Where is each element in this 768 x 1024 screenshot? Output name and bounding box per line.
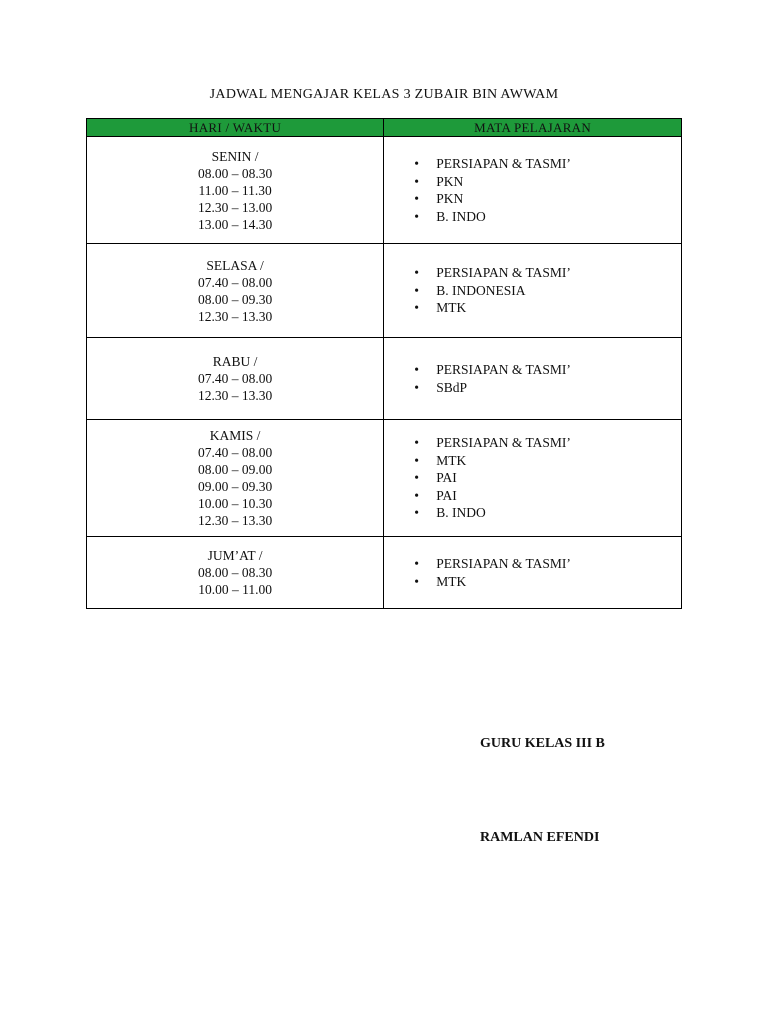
time-slot: 12.30 – 13.30 xyxy=(197,513,273,528)
bullet-icon: • xyxy=(414,208,419,224)
list-item xyxy=(414,190,681,208)
day-label: SELASA / xyxy=(206,257,264,273)
bullet-icon: • xyxy=(414,435,419,451)
time-slot: 08.00 – 08.30 xyxy=(197,165,273,181)
subject-cell xyxy=(384,420,682,537)
list-item xyxy=(414,555,681,573)
time-slot: 07.40 – 08.00 xyxy=(197,445,273,460)
subject-list xyxy=(384,434,681,522)
time-slot: 09.00 – 09.30 xyxy=(197,479,273,494)
subject-list xyxy=(384,264,681,317)
subject-label: PAI xyxy=(436,470,457,486)
subject-label: B. INDO xyxy=(436,208,486,224)
subject-label: SBdP xyxy=(436,379,467,395)
time-slot: 11.00 – 11.30 xyxy=(198,182,272,198)
bullet-icon: • xyxy=(414,573,419,589)
time-slot: 07.40 – 08.00 xyxy=(197,274,273,290)
list-item xyxy=(414,379,681,397)
list-item xyxy=(414,282,681,300)
table-header-row xyxy=(87,119,682,137)
subject-cell xyxy=(384,137,682,244)
subject-label: PERSIAPAN & TASMI’ xyxy=(436,362,571,377)
time-cell xyxy=(87,420,384,537)
signature-name: RAMLAN EFENDI xyxy=(480,830,600,845)
list-item xyxy=(414,452,681,470)
bullet-icon: • xyxy=(414,556,419,571)
document-title: JADWAL MENGAJAR KELAS 3 ZUBAIR BIN AWWAM xyxy=(209,87,559,102)
subject-label: MTK xyxy=(436,573,467,589)
subject-label: PKN xyxy=(436,191,464,206)
bullet-icon: • xyxy=(414,452,419,468)
bullet-icon: • xyxy=(414,282,419,298)
list-item xyxy=(414,173,681,191)
subject-label: B. INDONESIA xyxy=(436,282,526,298)
time-slot: 07.40 – 08.00 xyxy=(197,371,273,386)
subject-cell xyxy=(384,338,682,420)
time-slot: 08.00 – 08.30 xyxy=(197,565,273,580)
bullet-icon: • xyxy=(414,470,419,486)
bullet-icon: • xyxy=(414,265,419,281)
list-item xyxy=(414,487,681,505)
bullet-icon: • xyxy=(414,191,419,206)
list-item xyxy=(414,155,681,173)
list-item xyxy=(414,299,681,317)
time-slot: 08.00 – 09.00 xyxy=(197,462,273,477)
subject-label: PAI xyxy=(436,487,457,503)
time-slot: 12.30 – 13.30 xyxy=(197,308,273,324)
time-slot: 13.00 – 14.30 xyxy=(197,216,273,232)
table-row xyxy=(87,137,682,244)
subject-cell xyxy=(384,244,682,338)
bullet-icon: • xyxy=(414,300,419,316)
table-row xyxy=(87,420,682,537)
time-cell xyxy=(87,244,384,338)
list-item xyxy=(414,434,681,452)
time-slot: 08.00 – 09.30 xyxy=(197,291,273,307)
list-item xyxy=(414,208,681,226)
list-item xyxy=(414,361,681,379)
day-label: JUM’AT / xyxy=(207,548,263,563)
bullet-icon: • xyxy=(414,505,419,521)
subject-label: PERSIAPAN & TASMI’ xyxy=(436,435,571,451)
subject-label: B. INDO xyxy=(436,505,486,521)
bullet-icon: • xyxy=(414,156,419,171)
time-cell xyxy=(87,137,384,244)
header-time: HARI / WAKTU xyxy=(87,119,384,137)
table-row xyxy=(87,244,682,338)
list-item xyxy=(414,264,681,282)
list-item xyxy=(414,469,681,487)
signature-role: GURU KELAS III B xyxy=(480,736,605,751)
day-label: RABU / xyxy=(212,354,258,369)
subject-list xyxy=(384,361,681,396)
subject-list xyxy=(384,155,681,225)
schedule-table xyxy=(86,118,682,609)
time-slot: 10.00 – 11.00 xyxy=(198,582,272,597)
subject-cell xyxy=(384,537,682,609)
subject-label: PKN xyxy=(436,173,464,189)
list-item xyxy=(414,573,681,591)
time-slot: 10.00 – 10.30 xyxy=(197,496,273,511)
subject-list xyxy=(384,555,681,590)
table-row xyxy=(87,338,682,420)
bullet-icon: • xyxy=(414,487,419,503)
header-subject: MATA PELAJARAN xyxy=(384,119,682,137)
bullet-icon: • xyxy=(414,173,419,189)
subject-label: PERSIAPAN & TASMI’ xyxy=(436,156,571,171)
time-cell xyxy=(87,338,384,420)
time-slot: 12.30 – 13.00 xyxy=(197,199,273,215)
day-label: KAMIS / xyxy=(209,428,261,443)
list-item xyxy=(414,504,681,522)
bullet-icon: • xyxy=(414,362,419,377)
subject-label: MTK xyxy=(436,300,467,316)
subject-label: MTK xyxy=(436,452,467,468)
day-label: SENIN / xyxy=(211,148,259,164)
subject-label: PERSIAPAN & TASMI’ xyxy=(436,265,571,281)
bullet-icon: • xyxy=(414,379,419,395)
table-row xyxy=(87,537,682,609)
subject-label: PERSIAPAN & TASMI’ xyxy=(436,556,571,571)
time-cell xyxy=(87,537,384,609)
time-slot: 12.30 – 13.30 xyxy=(197,388,273,403)
